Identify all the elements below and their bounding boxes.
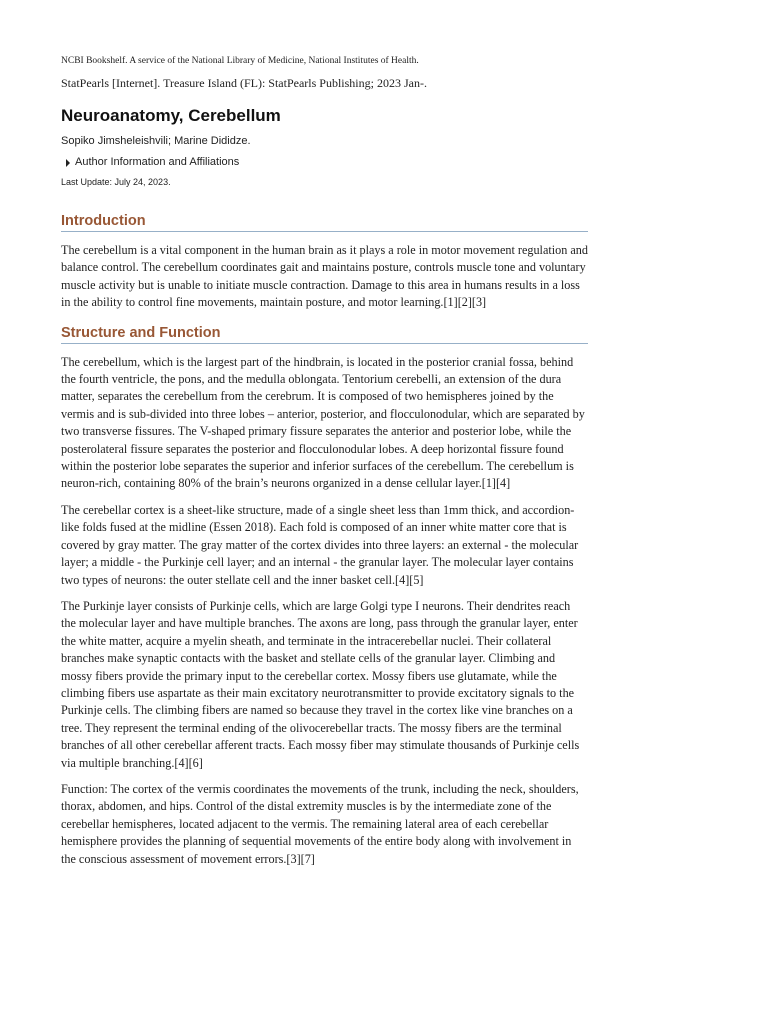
book-citation: StatPearls [Internet]. Treasure Island (FL): StatPearls Publishing; 2023 Jan-. [61, 76, 427, 90]
intro-paragraph-1 [61, 242, 588, 312]
structure-paragraph-2 [61, 502, 588, 589]
paragraph-text: The Purkinje layer consists of Purkinje cells, which are large Golgi type I neurons. Their dendrites reach the molecular layer and have multiple branches. The axons are long, pass through the granular layer, enter the white matter, acquire a myelin sheath, and terminate in the intracerebellar nuclei. Their collateral branches make synaptic contacts with the basket and stellate cells of the granular layer. Climbing and mossy fibers provide the primary input to the cerebellar cortex. Mossy fibers use glutamate, while the climbing fibers use aspartate as their main excitatory neurotransmitter to provide excitatory signals to the Purkinje cells. The climbing fibers are named so because they travel in the cortex like vine branches on a tree. They represent the terminal ending of the olivocerebellar tracts. The mossy fibers are the terminal branches of all other cerebellar afferent tracts. Each mossy fiber may stimulate thousands of Purkinje cells via multiple branching. [61, 598, 580, 770]
reference-link[interactable]: [6] [188, 755, 203, 770]
reference-link[interactable]: [5] [409, 572, 424, 587]
reference-link[interactable]: [3] [471, 295, 487, 310]
paragraph-text: The cerebellum, which is the largest part of the hindbrain, is located in the posterior cranial fossa, behind the fourth ventricle, the pons, and the medulla oblongata. Tentorium cerebelli, an extension of the dura matter, separates the cerebellum from the cerebrum. It is composed of two hemispheres joined by the vermis and is sub-divided into three lobes – anterior, posterior, and flocculonodular, which are separated by two transverse fissures. The V-shaped primary fissure separates the anterior and posterior lobe, while the posterolateral fissure separates the posterior and flocculonodular lobes. A deep horizontal fissure found within the posterior lobe separates the superior and inferior surfaces of the cerebellum. The cerebellum is neuron-rich, containing 80% of the brain’s neurons organized in a dense cellular layer. [61, 354, 585, 491]
reference-link[interactable]: [4] [496, 476, 511, 491]
reference-link[interactable]: [4] [174, 755, 189, 770]
page-title: Neuroanatomy, Cerebellum [61, 106, 281, 125]
structure-paragraph-3 [61, 598, 588, 772]
authors-line: Sopiko Jimsheleishvili; Marine Dididze. [61, 135, 251, 147]
triangle-right-icon [66, 159, 70, 167]
section-heading-introduction: Introduction [61, 212, 588, 232]
paragraph-text: The cerebellar cortex is a sheet-like structure, made of a single sheet less than 1mm thick, and accordion-like folds fused at the midline (Essen 2018). Each fold is composed of an inner white matter core that is covered by gray matter. The gray matter of the cortex divides into three layers: an external - the molecular layer; a middle - the Purkinje cell layer; and an internal - the granular layer. The molecular layer contains two types of neurons: the outer stellate cell and the inner basket cell. [61, 502, 579, 587]
author-affiliations-toggle[interactable] [66, 156, 588, 169]
paragraph-text: Function: The cortex of the vermis coordinates the movements of the trunk, including the neck, shoulders, thorax, abdomen, and hips. Control of the distal extremity muscles is by the intermediate zone of the cerebellar hemispheres, located adjacent to the vermis. The remaining lateral area of each cerebellar hemisphere provides the planning of sequential movements of the entire body along with involvement in the conscious assessment of movement errors. [61, 781, 579, 866]
article-page [61, 50, 588, 868]
reference-link[interactable]: [7] [300, 851, 315, 866]
bookshelf-note: NCBI Bookshelf. A service of the National Library of Medicine, National Institutes of Health. [61, 56, 419, 66]
last-update: Last Update: July 24, 2023. [61, 177, 171, 187]
structure-paragraph-1 [61, 354, 588, 493]
reference-link[interactable]: [3] [286, 851, 301, 866]
reference-link[interactable]: [4] [395, 572, 410, 587]
reference-link[interactable]: [2] [457, 295, 472, 310]
author-affiliations-label: Author Information and Affiliations [75, 156, 240, 168]
section-heading-structure-and-function: Structure and Function [61, 324, 588, 344]
reference-link[interactable]: [1] [443, 295, 458, 310]
structure-paragraph-4 [61, 781, 588, 868]
paragraph-text: The cerebellum is a vital component in the human brain as it plays a role in motor movement regulation and balance control. The cerebellum coordinates gait and maintains posture, controls muscle tone and voluntary muscle activity but is unable to initiate muscle contraction. Damage to this area in humans results in a loss in the ability to control fine movements, maintain posture, and motor learning. [61, 243, 588, 310]
reference-link[interactable]: [1] [481, 476, 496, 491]
